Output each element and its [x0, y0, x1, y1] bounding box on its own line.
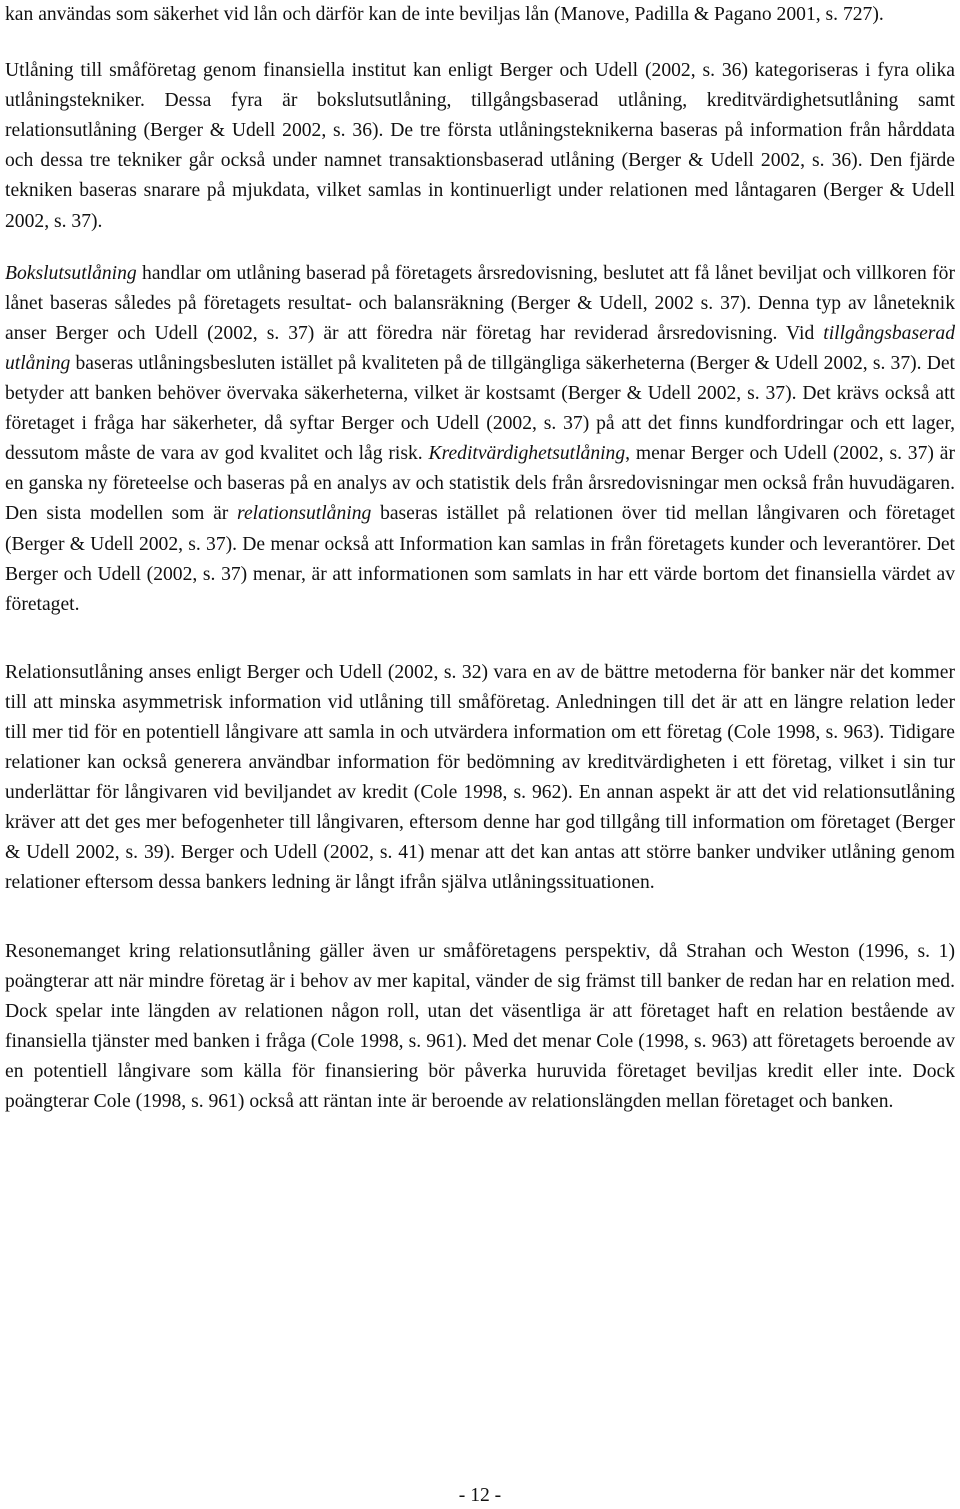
text-run: , menar Berger och Udell (2002, s. 37) är en ganska ny företeelse och baseras på en analys av och statistik dels från årsredovisningar men också från huvudägaren. Den sista modellen som är: [5, 443, 955, 525]
text-run: Resonemanget kring relationsutlåning gäller även ur småföretagens perspektiv, då Strahan och Weston (1996, s. 1) poängterar att när mindre företag är i behov av mer kapital, vänder de sig främst till banker de redan har en relation med. Dock spelar inte längden av relationen någon roll, utan det väsentliga är att företaget haft en relation bestående av finansiella tjänster med banken i fråga (Cole 1998, s. 961). Med det menar Cole (1998, s. 963) att företagets beroende av en potentiell långivare som källa för finansiering bör påverka huruvida företaget beviljas kredit eller inte. Dock poängterar Cole (1998, s. 961) också att räntan inte är beroende av relationslängden mellan företaget och banken.: [5, 940, 955, 1112]
paragraph-3: [5, 259, 955, 620]
paragraph-5: [5, 937, 955, 1118]
paragraph-4: [5, 658, 955, 899]
italic-term: Kreditvärdighetsutlåning: [428, 443, 626, 465]
text-run: kan användas som säkerhet vid lån och därför kan de inte beviljas lån (Manove, Padilla & Pagano 2001, s. 727).: [5, 4, 884, 25]
italic-term: relationsutlåning: [237, 503, 372, 525]
text-run: Utlåning till småföretag genom finansiella institut kan enligt Berger och Udell (2002, s. 36) kategoriseras i fyra olika utlåningstekniker. Dessa fyra är bokslutsutlåning, tillgångsbaserad utlåning, kreditvärdighetsutlåning samt relationsutlåning (Berger & Udell 2002, s. 36). De tre första utlåningsteknikerna baseras på information från hårddata och dessa tre tekniker går också under namnet transaktionsbaserad utlåning (Berger & Udell 2002, s. 36). Den fjärde tekniken baseras snarare på mjukdata, vilket samlas in kontinuerligt under relationen med låntagaren (Berger & Udell 2002, s. 37).: [5, 60, 955, 232]
text-run: handlar om utlåning baserad på företagets årsredovisning, beslutet att få lånet beviljat och villkoren för lånet baseras således på företagets resultat- och balansräkning (Berger & Udell, 2002 s. 37). Denna typ av låneteknik anser Berger och Udell (2002, s. 37) är att föredra när företag har reviderad årsredovisning. Vid: [5, 262, 955, 344]
document-page: [5, 0, 955, 1117]
paragraph-2: [5, 56, 955, 237]
page-number: - 12 -: [458, 1485, 502, 1506]
text-run: baseras utlåningsbesluten istället på kvaliteten på de tillgängliga säkerheterna (Berger & Udell 2002, s. 37). Det betyder att banken behöver övervaka säkerheterna, vilket är kostsamt (Berger & Udell 2002, s. 37). Det krävs också att företaget i fråga har säkerheter, då syftar Berger och Udell (2002, s. 37) på att det finns kundfordringar och ett lager, dessutom måste de vara av god kvalitet och låg risk.: [5, 352, 955, 465]
paragraph-1: [5, 0, 955, 30]
text-run: baseras istället på relationen över tid mellan långivaren och företaget (Berger & Udell 2002, s. 37). De menar också att Information kan samlas in från företagets kunder och leverantörer. Det Berger och Udell (2002, s. 37) menar, är att informationen som samlats in har ett värde bortom det finansiella värdet av företaget.: [5, 503, 955, 615]
italic-term: Bokslutsutlåning: [5, 262, 137, 284]
text-run: Relationsutlåning anses enligt Berger och Udell (2002, s. 32) vara en av de bättre metoderna för banker när det kommer till att minska asymmetrisk information vid utlåning till småföretag. Anledningen till det är att en längre relation leder till mer tid för en potentiell långivare att samla in och utvärdera information om ett företag (Cole 1998, s. 963). Tidigare relationer kan också generera användbar information för bedömning av kreditvärdigheten i ett företag, vilket i sin tur underlättar för långivaren vid beviljandet av kredit (Cole 1998, s. 962). En annan aspekt är att det vid relationsutlåning kräver att det ges mer befogenheter till långivaren, eftersom denne har god tillgång till information om företaget (Berger & Udell 2002, s. 39). Berger och Udell (2002, s. 41) menar att det kan antas att större banker undviker utlåning genom relationer eftersom dessa bankers ledning är långt ifrån själva utlåningssituationen.: [5, 661, 955, 894]
italic-term: tillgångsbaserad utlåning: [5, 322, 955, 374]
